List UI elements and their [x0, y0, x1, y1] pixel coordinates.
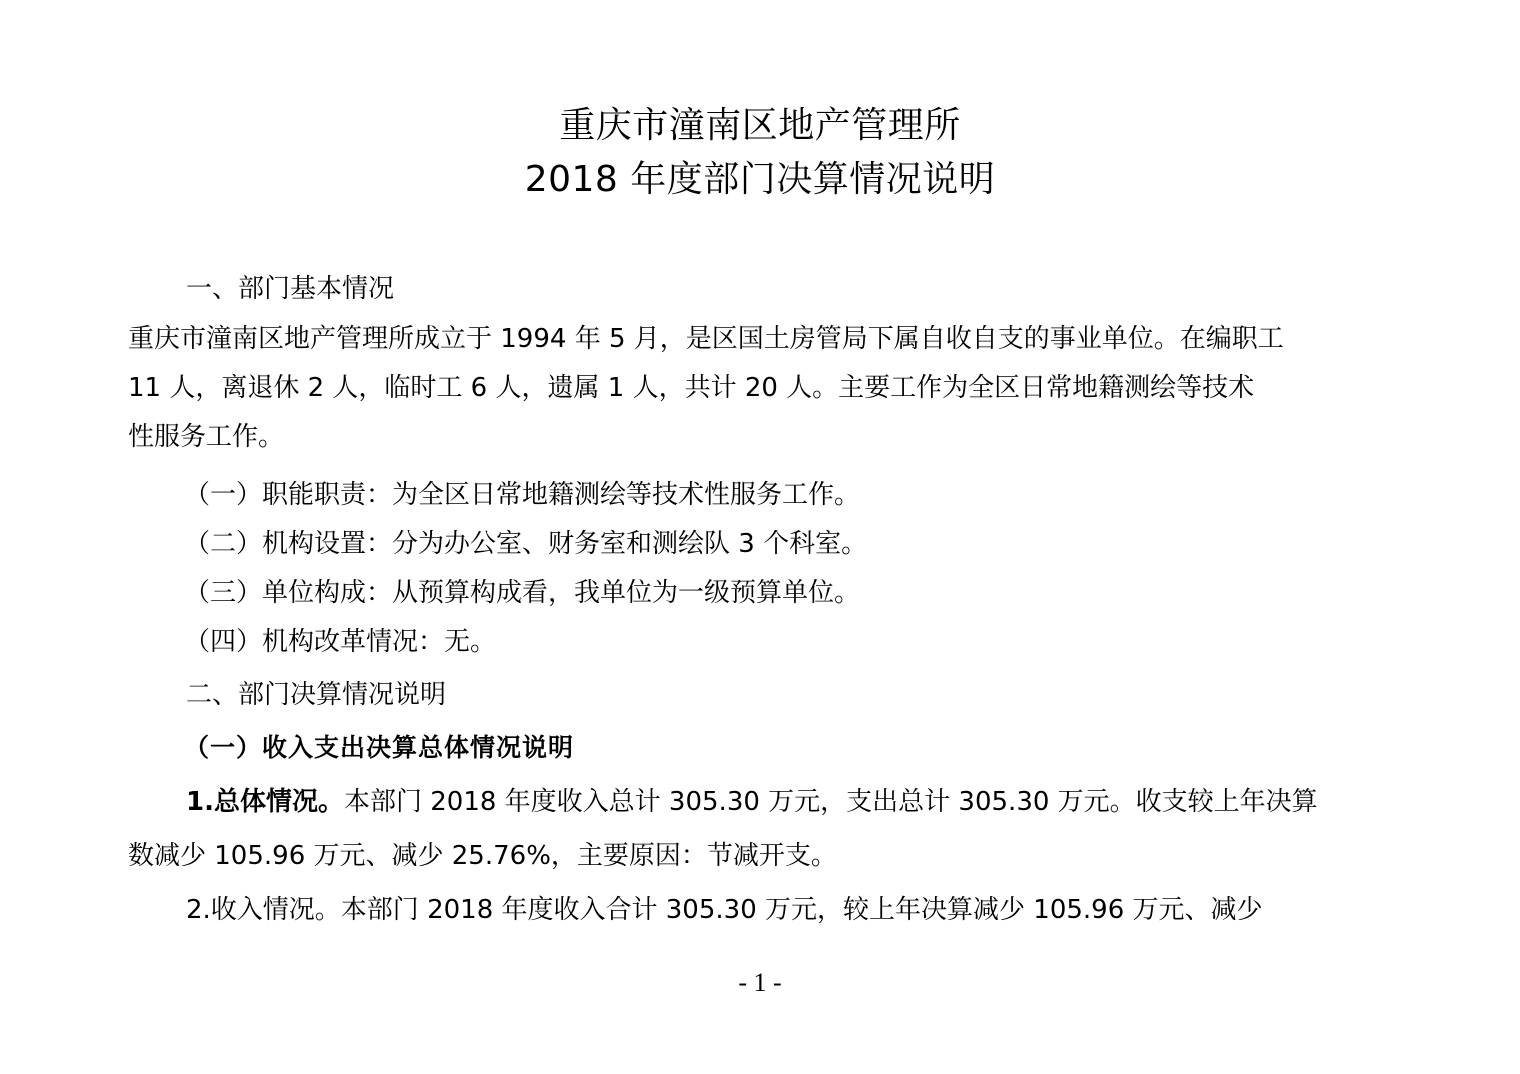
paragraph-overall-line1: [186, 785, 1318, 819]
page-number: - 1 -: [738, 968, 782, 997]
intro-line-3: 性服务工作。: [128, 422, 285, 452]
section1-heading: 一、部门基本情况: [186, 274, 395, 304]
section2-sub-heading: （一）收入支出决算总体情况说明: [184, 733, 575, 762]
item-reform: （四）机构改革情况：无。: [184, 627, 497, 657]
paragraph-income-line1: 2.收入情况。本部门 2018 年度收入合计 305.30 万元，较上年决算减少 105.96 万元、减少: [186, 895, 1263, 925]
intro-line-2: 11 人，离退休 2 人，临时工 6 人，遗属 1 人，共计 20 人。主要工作为全区日常地籍测绘等技术: [128, 373, 1255, 403]
section2-heading: 二、部门决算情况说明: [186, 680, 447, 710]
paragraph-overall-line2: 数减少 105.96 万元、减少 25.76%，主要原因：节减开支。: [128, 841, 837, 871]
paragraph-overall-lead: 1.总体情况。: [186, 787, 344, 817]
item-structure: （二）机构设置：分为办公室、财务室和测绘队 3 个科室。: [184, 529, 868, 559]
intro-line-1: 重庆市潼南区地产管理所成立于 1994 年 5 月，是区国土房管局下属自收自支的事业单位。在编职工: [128, 324, 1284, 354]
paragraph-overall-text: 本部门 2018 年度收入总计 305.30 万元，支出总计 305.30 万元。收支较上年决算: [343, 787, 1318, 817]
item-composition: （三）单位构成：从预算构成看，我单位为一级预算单位。: [184, 578, 861, 608]
document-title-line1: 重庆市潼南区地产管理所: [559, 105, 961, 146]
document-title-line2: 2018 年度部门决算情况说明: [524, 159, 996, 200]
item-functions: （一）职能职责：为全区日常地籍测绘等技术性服务工作。: [184, 480, 861, 510]
